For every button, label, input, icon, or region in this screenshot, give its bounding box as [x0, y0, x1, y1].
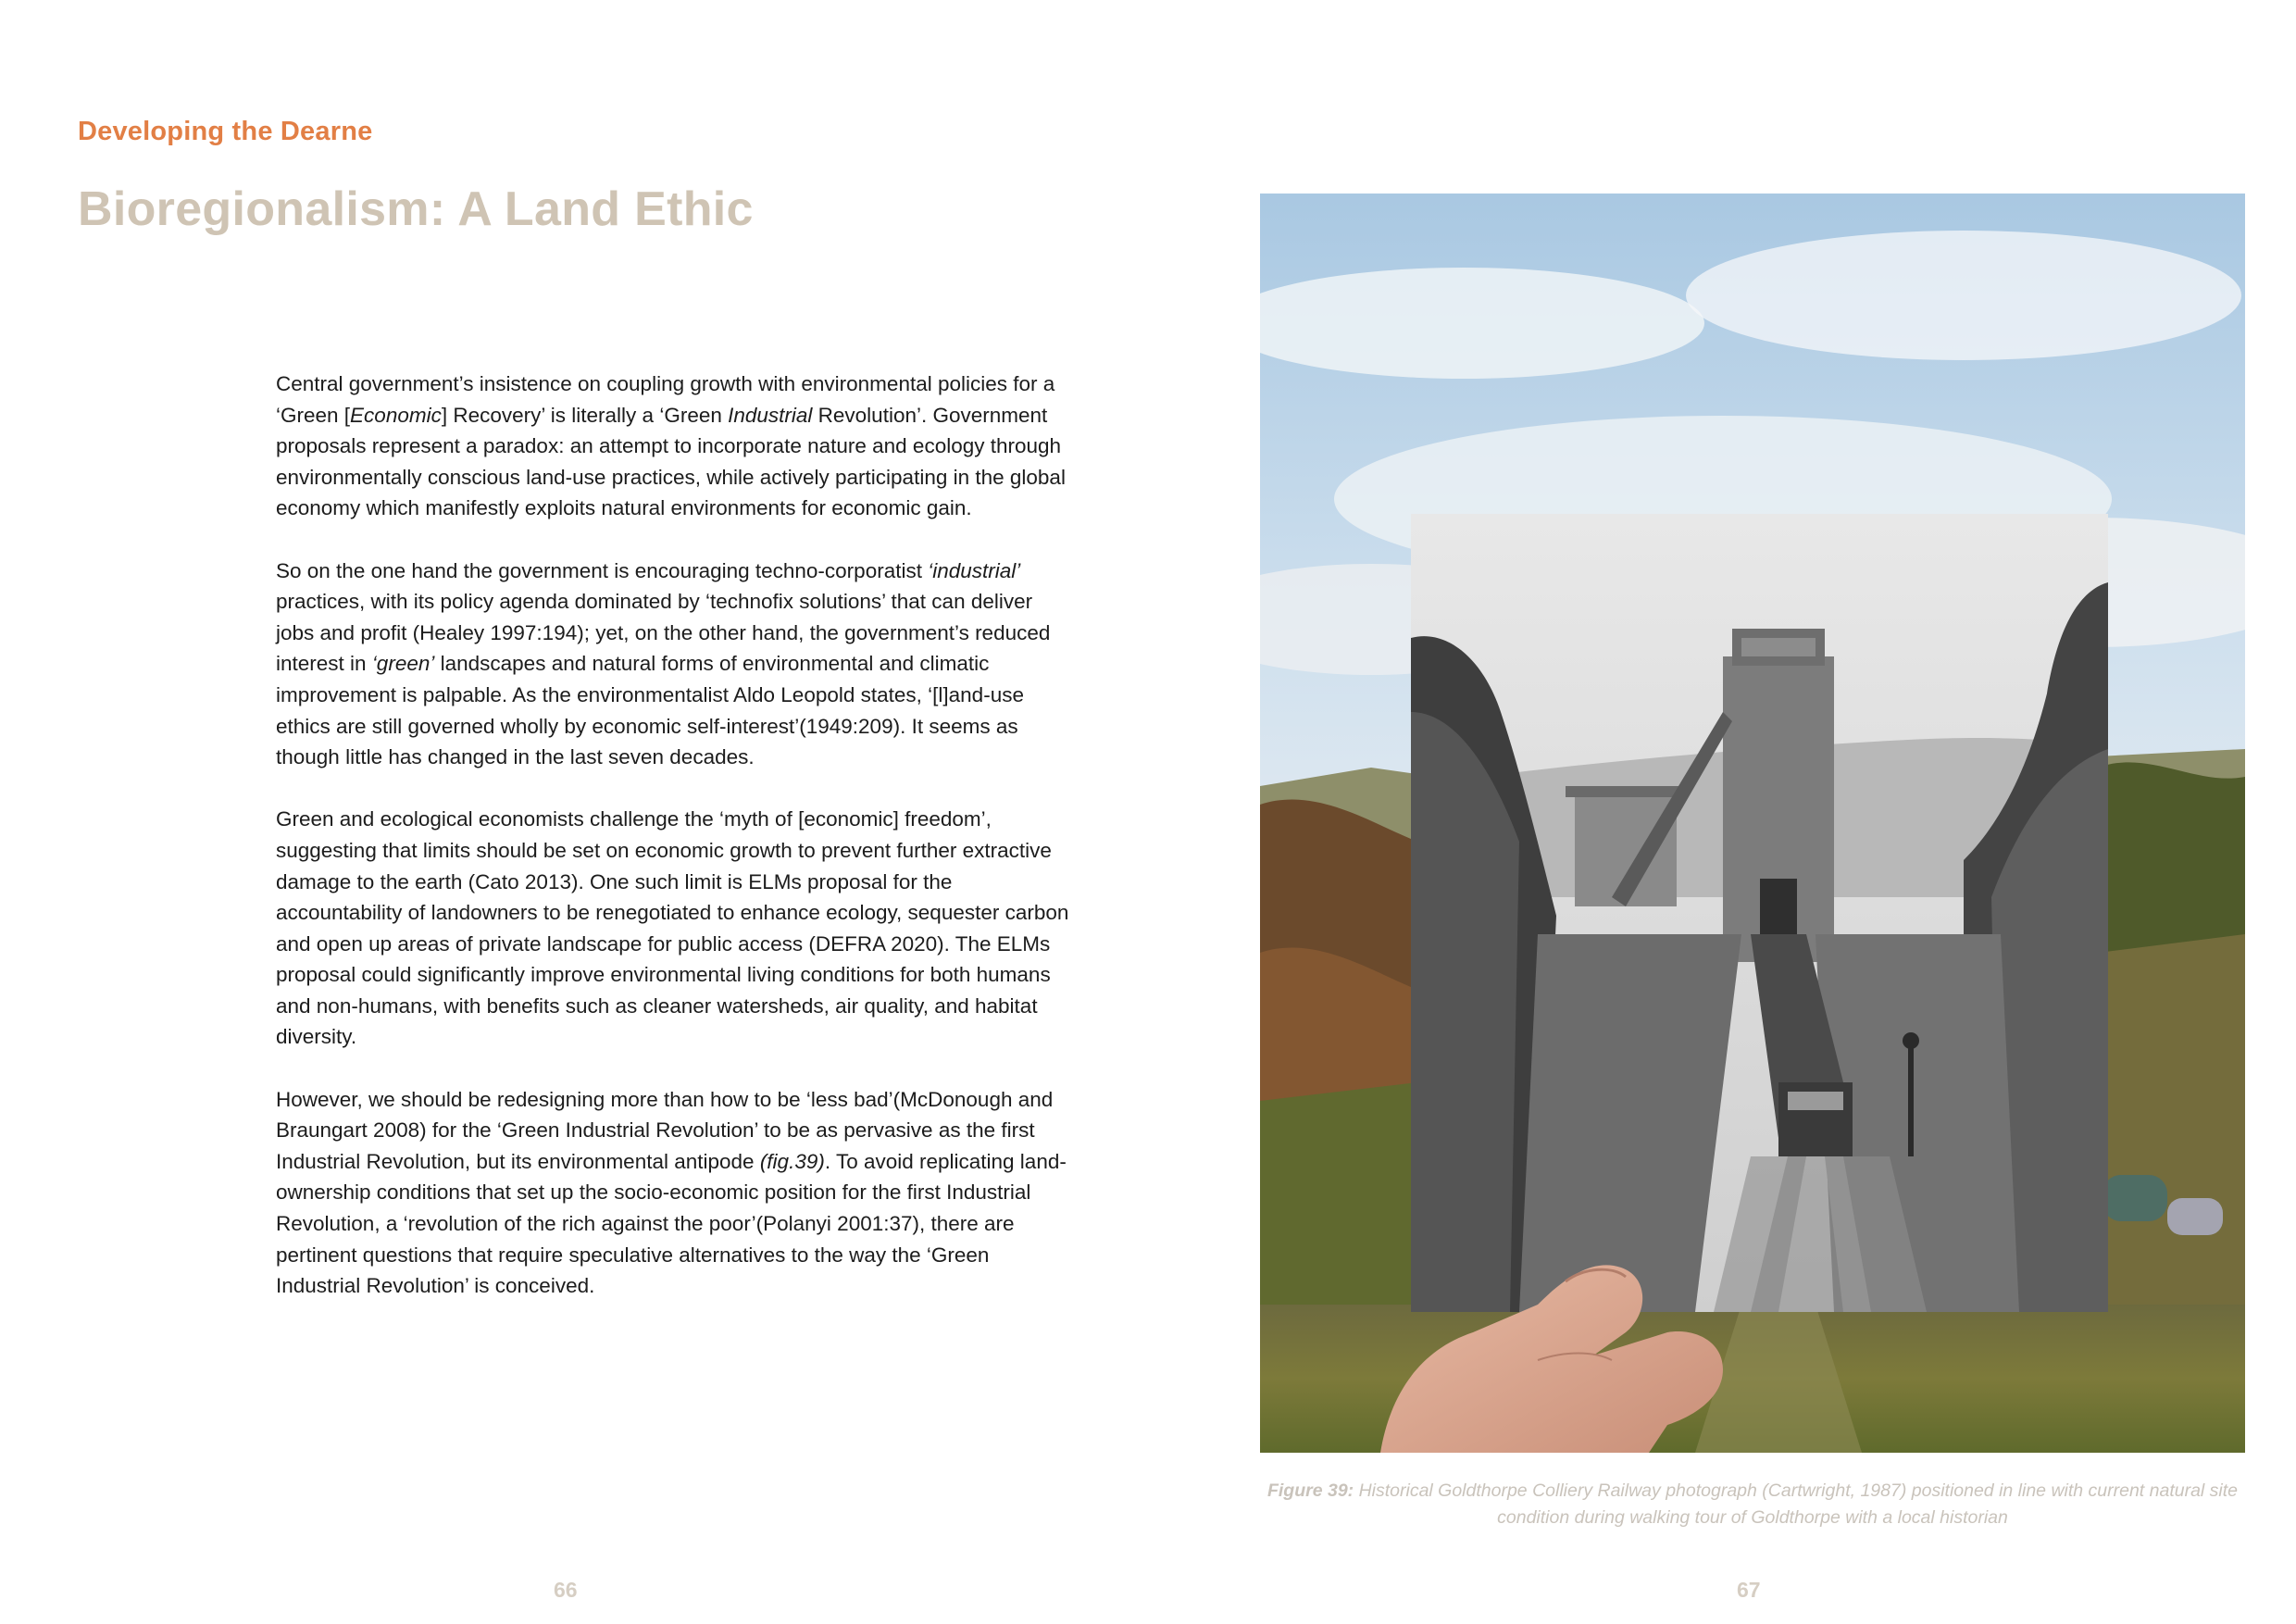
paragraph-1: Central government’s insistence on coupling growth with environmental policies for a ‘Green [Economic] Recovery’ is literally a ‘Green Industrial Revolution’. Government proposals represent a paradox: an attempt to incorporate nature and ecology through environmentally conscious land-use practices, while actively participating in the global economy which manifestly exploits natural environments for economic gain. — [276, 372, 1066, 520]
figure-label: Figure 39: — [1267, 1480, 1354, 1501]
section-kicker: Developing the Dearne — [78, 117, 373, 146]
paragraph-4: However, we should be redesigning more than how to be ‘less bad’(McDonough and Braungart 2008) for the ‘Green Industrial Revolution’ to be as pervasive as the first Industrial Revolution, but its environmental antipode (fig.39). To avoid replicating land-ownership conditions that set up the socio-economic position for the first Industrial Revolution, a ‘revolution of the rich against the poor’(Polanyi 2001:37), there are pertinent questions that require speculative alternatives to the way the ‘Green Industrial Revolution’ is conceived. — [276, 1087, 1067, 1298]
figure-caption — [1260, 1478, 2245, 1531]
page-number-left: 66 — [554, 1578, 578, 1602]
page-title: Bioregionalism: A Land Ethic — [78, 182, 754, 236]
body-text — [276, 369, 1072, 1332]
page-number-right: 67 — [1737, 1578, 1761, 1602]
figure-caption-text: Historical Goldthorpe Colliery Railway photograph (Cartwright, 1987) positioned in line with current natural site condition during walking tour of Goldthorpe with a local historian — [1354, 1480, 2239, 1528]
figure-39-photo — [1260, 194, 2245, 1453]
paragraph-2: So on the one hand the government is encouraging techno-corporatist ‘industrial’ practices, with its policy agenda dominated by ‘technofix solutions’ that can deliver jobs and profit (Healey 1997:194); yet, on the other hand, the government’s reduced interest in ‘green’ landscapes and natural forms of environmental and climatic improvement is palpable. As the environmentalist Aldo Leopold states, ‘[l]and-use ethics are still governed wholly by economic self-interest’(1949:209). It seems as though little has changed in the last seven decades. — [276, 558, 1051, 769]
paragraph-3: Green and ecological economists challenge the ‘myth of [economic] freedom’, suggesting that limits should be set on economic growth to prevent further extractive damage to the earth (Cato 2013). One such limit is ELMs proposal for the accountability of landowners to be renegotiated to enhance ecology, sequester carbon and open up areas of private landscape for public access (DEFRA 2020). The ELMs proposal could significantly improve environmental living conditions for both humans and non-humans, with benefits such as cleaner watersheds, air quality, and habitat diversity. — [276, 807, 1069, 1049]
